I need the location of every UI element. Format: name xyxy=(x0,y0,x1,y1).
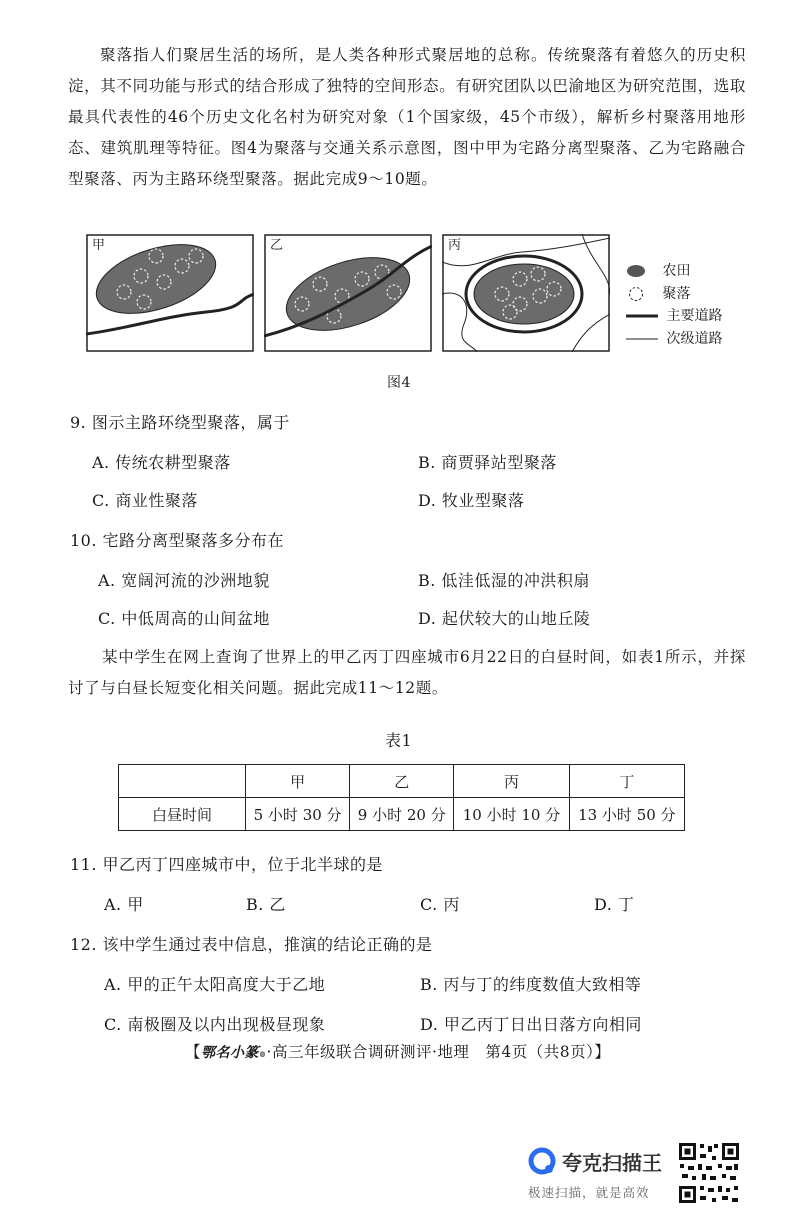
legend-settlement: 聚落 xyxy=(626,283,690,303)
q12-option-a: A. 甲的正午太阳高度大于乙地 xyxy=(104,975,326,994)
daylight-table xyxy=(118,764,685,831)
intro-paragraph: 聚落指人们聚居生活的场所，是人类各种形式聚居地的总称。传统聚落有着悠久的历史积淀，其不同功能与形式的结合形成了独特的空间形态。有研究团队以巴渝地区为研究范围，选取最具代表性的46个历史文化名村为研究对象（1个国家级，45个市级），解析乡村聚落用地形态、建筑肌理等特征。图4为聚落与交通关系示意图，图中甲为宅路分离型聚落、乙为宅路融合型聚落、丙为主路环绕型聚落。据此完成9～10题。 xyxy=(68,46,746,188)
question-11-stem: 11. 甲乙丙丁四座城市中，位于北半球的是 xyxy=(70,855,384,874)
q12-option-b: B. 丙与丁的纬度数值大致相等 xyxy=(420,975,642,994)
table-cell: 9 小时 20 分 xyxy=(350,798,454,831)
main-road-line-icon xyxy=(626,309,660,323)
table-row xyxy=(119,798,685,831)
table-row-label: 白昼时间 xyxy=(119,798,246,831)
table-header-cell xyxy=(119,765,246,798)
q10-option-d: D. 起伏较大的山地丘陵 xyxy=(418,609,591,628)
page-footer xyxy=(185,1040,610,1062)
table-caption: 表1 xyxy=(385,731,413,750)
table-header-cell: 甲 xyxy=(246,765,350,798)
quark-logo-icon xyxy=(528,1147,556,1175)
figure-panel-jia xyxy=(86,234,254,352)
panel-label-bing: 丙 xyxy=(448,238,462,253)
q9-option-a: A. 传统农耕型聚落 xyxy=(92,453,231,472)
q11-option-c: C. 丙 xyxy=(420,895,460,914)
secondary-road-line-icon xyxy=(626,332,660,346)
figure-caption: 图4 xyxy=(387,375,411,391)
table-header-cell: 丙 xyxy=(454,765,569,798)
scanner-subtitle: 极速扫描，就是高效 xyxy=(528,1185,650,1200)
table-cell: 13 小时 50 分 xyxy=(569,798,684,831)
legend-farmland: 农田 xyxy=(626,260,690,280)
panel-label-jia: 甲 xyxy=(92,238,106,253)
settlement-symbol-icon xyxy=(626,286,648,302)
farmland-symbol-icon xyxy=(626,264,648,278)
table-cell: 5 小时 30 分 xyxy=(246,798,350,831)
table-header-cell: 乙 xyxy=(350,765,454,798)
question-10-stem: 10. 宅路分离型聚落多分布在 xyxy=(70,531,285,550)
q11-option-d: D. 丁 xyxy=(594,895,635,914)
q9-option-c: C. 商业性聚落 xyxy=(92,491,198,510)
q12-option-c: C. 南极圈及以内出现极昼现象 xyxy=(104,1015,326,1034)
table-header-row xyxy=(119,765,685,798)
question-9-stem: 9. 图示主路环绕型聚落，属于 xyxy=(70,413,290,432)
q10-option-c: C. 中低周高的山间盆地 xyxy=(98,609,270,628)
q12-option-d: D. 甲乙丙丁日出日落方向相同 xyxy=(420,1015,642,1034)
legend-main-road: 主要道路 xyxy=(626,305,722,325)
q11-option-a: A. 甲 xyxy=(104,895,144,914)
q10-option-a: A. 宽阔河流的沙洲地貌 xyxy=(98,571,270,590)
figure-panel-yi xyxy=(264,234,432,352)
scanner-title: 夸克扫描王 xyxy=(562,1151,662,1175)
table-cell: 10 小时 10 分 xyxy=(454,798,569,831)
question-12-stem: 12. 该中学生通过表中信息，推演的结论正确的是 xyxy=(70,935,433,954)
q11-option-b: B. 乙 xyxy=(246,895,286,914)
q9-option-d: D. 牧业型聚落 xyxy=(418,491,525,510)
panel-label-yi: 乙 xyxy=(270,238,284,253)
figure-panel-bing xyxy=(442,234,610,352)
footer-text: ·高三年级联合调研测评·地理 第4页（共8页）】 xyxy=(266,1043,611,1061)
publisher-logo-text: 鄂名小篆 xyxy=(201,1045,260,1061)
qr-code-icon xyxy=(678,1142,740,1204)
second-paragraph: 某中学生在网上查询了世界上的甲乙丙丁四座城市6月22日的白昼时间，如表1所示，并探讨了与白昼长短变化相关问题。据此完成11～12题。 xyxy=(68,648,746,697)
footer-bracket: 【 xyxy=(185,1043,202,1061)
table-header-cell: 丁 xyxy=(569,765,684,798)
q9-option-b: B. 商贾驿站型聚落 xyxy=(418,453,557,472)
publisher-logo: 鄂名小篆® xyxy=(201,1045,267,1061)
q10-option-b: B. 低洼低湿的冲洪积扇 xyxy=(418,571,590,590)
legend-secondary-road: 次级道路 xyxy=(626,328,722,348)
